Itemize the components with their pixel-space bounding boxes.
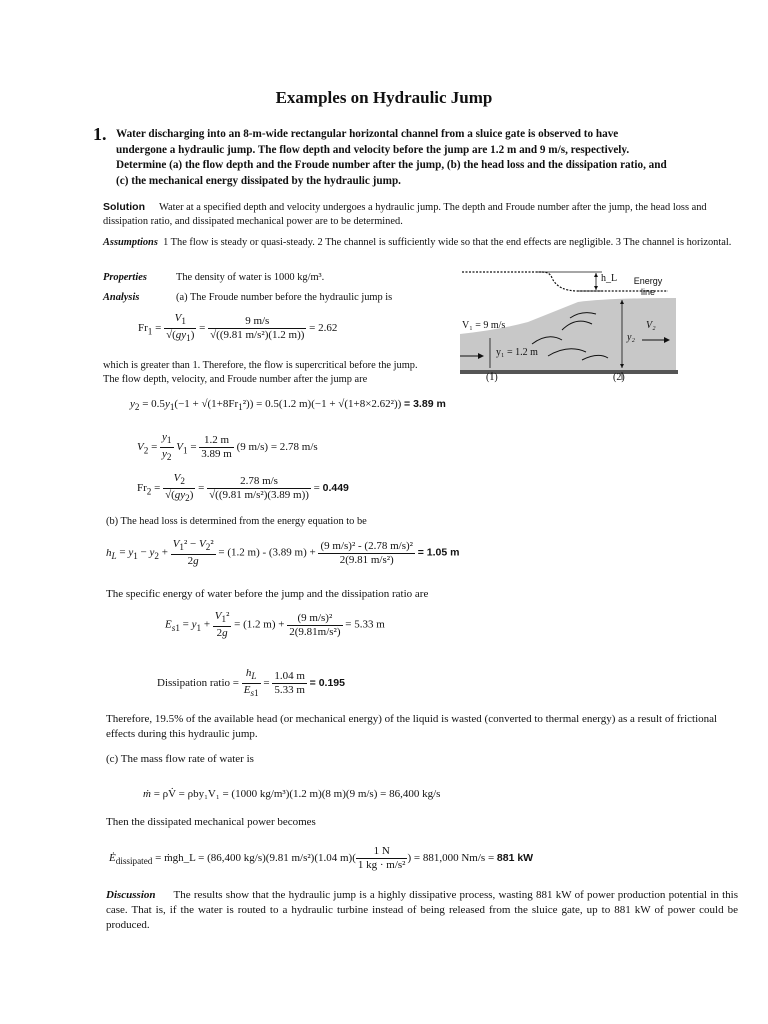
discussion-heading: Discussion <box>106 889 156 901</box>
es1-denominator: 2(9.81m/s²) <box>289 625 341 638</box>
properties-line <box>103 272 324 283</box>
analysis-part-a: (a) The Froude number before the hydraulic jump is <box>176 292 393 303</box>
therefore-paragraph: Therefore, 19.5% of the available head (or mechanical energy) of the liquid is wasted (converted to thermal energy) as a result of frictional effects during this hydraulic jump. <box>106 713 718 740</box>
edis-numerator: 1 N <box>356 845 408 859</box>
hl-mid: = (1.2 m) - (3.89 m) + <box>218 546 316 559</box>
solution-heading: Solution <box>103 201 145 213</box>
equation-y2: $y_2 = 0.5y_1(-1 + √(1+8Fr_1^2)) = 0.5(1.2$ m)(−1 + √(1+8×2.62²)) = 3.89 m <box>130 398 446 413</box>
figure-section-2: (2) <box>613 372 625 383</box>
es1-numerator: (9 m/s)² <box>287 612 342 626</box>
equation-head-loss: $h_L = y_1 - y_2$ + $\frac{V_1^2 - V_2^2}{2g}$ = (1.2 m) - (3.89 m) + $\frac{\text{(9 m/s)² - (2.78 m/s)²}}{\text{2(9.81 m/s²)}}$ = 1.05 m <box>106 538 460 568</box>
hl-denominator: 2(9.81 m/s²) <box>339 553 394 566</box>
discussion-paragraph <box>106 888 738 933</box>
dr-result: = 0.195 <box>309 677 345 690</box>
problem-statement: Water discharging into an 8-m-wide rectangular horizontal channel from a sluice gate is observed to have undergone a hydraulic jump. The flow depth and velocity before the jump are 1.2 m and 9 m/s, respectively. Determine (a) the flow depth and the Froude number after the jump, (b) the head loss and the dissipation ratio, and (c) the mechanical energy dissipated by the hydraulic jump. <box>116 128 667 187</box>
edis-result-2: 881 kW <box>496 852 534 865</box>
dr-denominator: 5.33 m <box>274 684 305 697</box>
equation-dissipation-ratio: Dissipation ratio = $\frac{h_L}{E_{s1}}$ = $\frac{1.04 m}{5.33 m}$ = 0.195 <box>157 667 345 699</box>
y2-mid: = 0.5(1.2 m) <box>256 398 312 410</box>
part-c-text: (c) The mass flow rate of water is <box>106 753 254 765</box>
figure-v1-label: V₁ = 9 m/s <box>462 320 506 331</box>
v2-denominator: 3.89 m <box>201 448 232 461</box>
y2-result: = 3.89 m <box>404 398 446 410</box>
dissipation-ratio-label: Dissipation ratio = <box>157 677 239 690</box>
fr1-numerator: 9 m/s <box>208 315 306 329</box>
figure-y2-label: y₂ <box>627 332 635 343</box>
y2-inner: 1+8×2.62² <box>348 398 394 410</box>
edis-result-1: = 881,000 Nm/s = <box>413 852 495 865</box>
fr2-result: 0.449 <box>322 482 349 495</box>
mdot-rhs: = ρV̇ = ρby₁V₁ = (1000 kg/m³)(1.2 m)(8 m)(9 m/s) = 86,400 kg/s <box>153 788 441 800</box>
then-text: Then the dissipated mechanical power becomes <box>106 816 316 828</box>
assumptions-paragraph <box>103 236 743 250</box>
hl-numerator: (9 m/s)² - (2.78 m/s)² <box>320 539 413 552</box>
hl-result: = 1.05 m <box>417 546 460 559</box>
equation-fr2: $Fr_2$ = $\frac{V_2}{√(gy_2)}$ = $\frac{2.78 m/s}{\text{√((9.81 m/s²)(3.89 m))}}$ = 0.449 <box>137 472 349 504</box>
problem-number: 1. <box>93 124 107 144</box>
equation-fr1: $Fr_1$ = $\frac{V_1}{√(gy_1)}$ = $\frac{9 m/s}{\text{√((9.81 m/s²)(1.2 m))}}$ = 2.62 <box>138 312 338 344</box>
equation-v2: $V_2$ = $\frac{y_1}{y_2}$ $V_1$ = $\frac{1.2 m}{3.89 m}$ (9 m/s) = 2.78 m/s <box>137 431 318 463</box>
v2-numerator: 1.2 m <box>199 434 234 448</box>
assumptions-heading: Assumptions <box>103 237 158 248</box>
figure-y1-label: y₁ = 1.2 m <box>496 347 538 358</box>
es1-mid: = (1.2 m) + <box>234 618 285 631</box>
fr2-equals: = <box>313 482 320 495</box>
edis-mid: = ṁgh_L = (86,400 kg/s)(9.81 m/s²)(1.04 m) <box>155 852 353 865</box>
page-title: Examples on Hydraulic Jump <box>275 88 493 107</box>
part-b-text: (b) The head loss is determined from the energy equation to be <box>106 516 367 527</box>
analysis-heading: Analysis <box>103 292 140 303</box>
solution-paragraph <box>103 200 743 229</box>
equation-mass-flow: ṁ = ρV̇ = ρby₁V₁ = (1000 kg/m³)(1.2 m)(8 m)(9 m/s) = 86,400 kg/s <box>143 788 441 800</box>
edis-denominator: 1 kg · m/s² <box>357 859 406 871</box>
figure-energy-line-label: Energy line <box>633 276 663 297</box>
es1-result: = 5.33 m <box>345 618 385 631</box>
dr-numerator: 1.04 m <box>274 670 305 683</box>
figure-hl-label: h_L <box>601 273 618 284</box>
fr2-numerator: 2.78 m/s <box>207 475 311 489</box>
equation-specific-energy: $E_{s1} = y_1$ + $\frac{V_1^2}{2g}$ = (1.2 m) + $\frac{\text{(9 m/s)²}}{\text{2(9.81m/s²)}}$ = 5.33 m <box>165 610 385 640</box>
figure-v2-label: V₂ <box>646 320 656 331</box>
properties-text: The density of water is 1000 kg/m³. <box>176 272 325 283</box>
figure-section-1: (1) <box>486 372 498 383</box>
v2-result: (9 m/s) = 2.78 m/s <box>236 441 318 454</box>
fr1-result: = 2.62 <box>309 322 338 335</box>
properties-heading: Properties <box>103 272 147 283</box>
solution-text: Water at a specified depth and velocity undergoes a hydraulic jump. The depth and Froude number after the jump, the head loss and dissipation ratio, and dissipated mechanical power are to be determined. <box>103 202 707 227</box>
discussion-text: The results show that the hydraulic jump is a highly dissipative process, wasting 881 kW of power production potential in this case. That is, if the water is routed to a hydraulic turbine instead of being released from the sluice gate, up to 881 kW of power could be produced. <box>106 889 738 931</box>
equation-power-dissipated: $Ė_{dissipated}$ = ṁgh_L = (86,400 kg/s)(9.81 m/s²)(1.04 m)( $\frac{1 N}{\text{1 kg · m/s²}}$ ) = 881,000 Nm/s = 881 kW <box>109 845 534 871</box>
assumptions-text: 1 The flow is steady or quasi-steady. 2 The channel is sufficiently wide so that the end effects are negligible. 3 The channel is horizontal. <box>163 237 732 248</box>
analysis-line <box>103 292 392 303</box>
specific-energy-text: The specific energy of water before the jump and the dissipation ratio are <box>106 588 429 600</box>
supercritical-paragraph: which is greater than 1. Therefore, the flow is supercritical before the jump. The flow depth, velocity, and Froude number after the jump are <box>103 360 418 385</box>
